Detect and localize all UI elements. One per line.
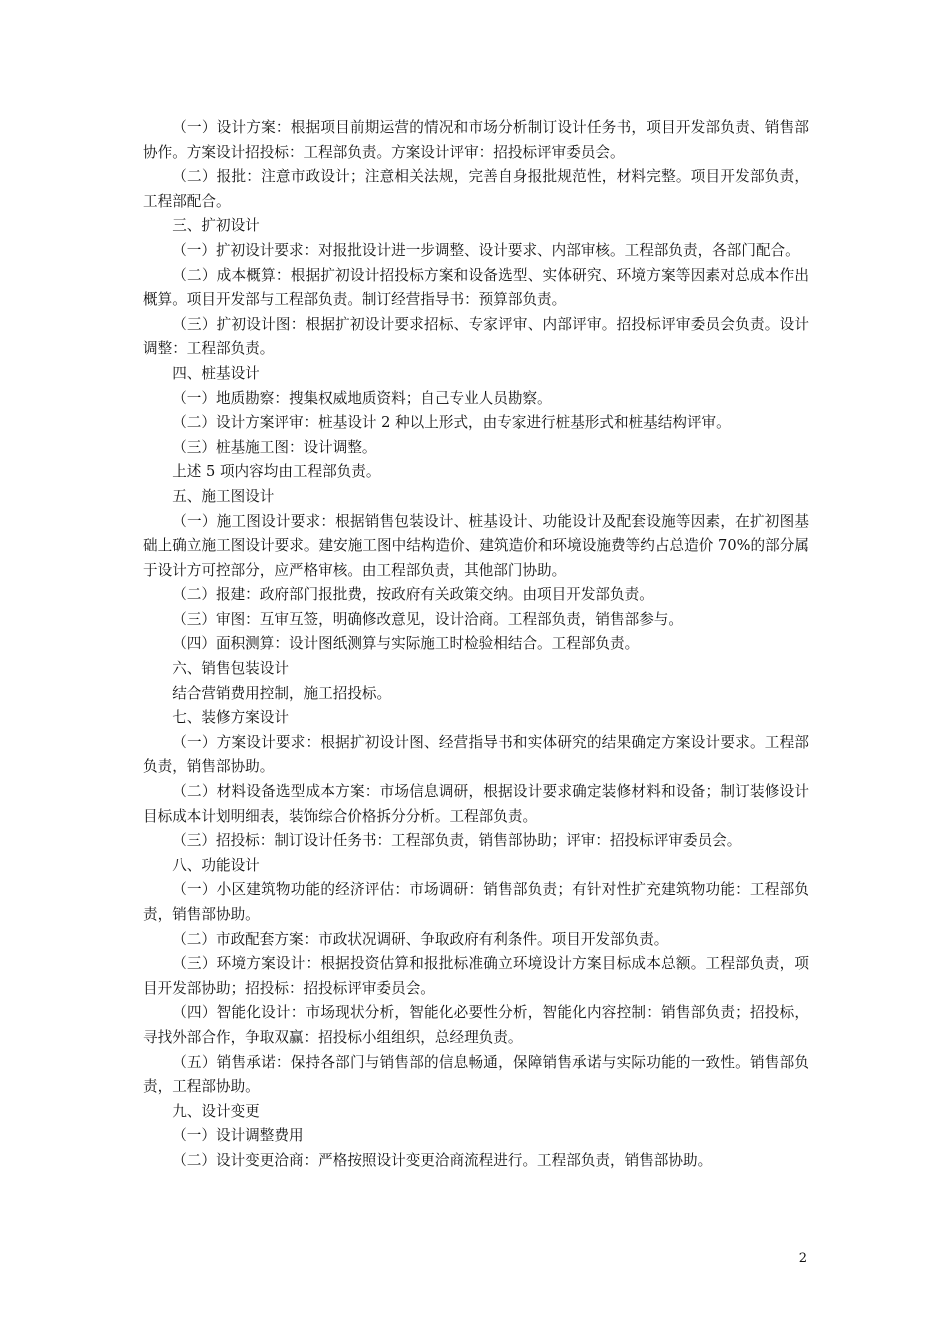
paragraph: （三）招投标：制订设计任务书：工程部负责，销售部协助；评审：招投标评审委员会。 [172, 832, 742, 850]
paragraph: （一）设计调整费用 [172, 1127, 304, 1145]
paragraph: 上述 5 项内容均由工程部负责。 [172, 463, 381, 481]
paragraph: （一）扩初设计要求：对报批设计进一步调整、设计要求、内部审核。工程部负责，各部门配合。 [172, 241, 800, 259]
paragraph: （一）地质勘察：搜集权威地质资料；自己专业人员勘察。 [172, 389, 552, 407]
paragraph: （三）审图：互审互签，明确修改意见，设计洽商。工程部负责，销售部参与。 [172, 610, 683, 628]
section-heading: 八、功能设计 [172, 856, 260, 874]
paragraph: 结合营销费用控制，施工招投标。 [172, 684, 392, 702]
paragraph: （三）桩基施工图：设计调整。 [172, 438, 377, 456]
paragraph: （五）销售承诺：保持各部门与销售部的信息畅通，保障销售承诺与实际功能的一致性。销售部负责，工程部协助。 [143, 1053, 809, 1096]
paragraph: （一）设计方案：根据项目前期运营的情况和市场分析制订设计任务书，项目开发部负责、销售部协作。方案设计招投标：工程部负责。方案设计评审：招投标评审委员会。 [143, 119, 809, 161]
paragraph: （一）方案设计要求：根据扩初设计图、经营指导书和实体研究的结果确定方案设计要求。工程部负责，销售部协助。 [143, 733, 809, 776]
section-heading: 六、销售包装设计 [172, 660, 289, 678]
section-heading: 七、装修方案设计 [172, 709, 289, 727]
paragraph: （一）施工图设计要求：根据销售包装设计、桩基设计、功能设计及配套设施等因素，在扩初图基础上确立施工图设计要求。建安施工图中结构造价、建筑造价和环境设施费等约占总造价 70%的部分属于设计方可控部分，应严格审核。由工程部负责，其他部门协助。 [143, 512, 809, 579]
document-body [143, 116, 809, 1174]
paragraph: （二）设计方案评审：桩基设计 2 种以上形式，由专家进行桩基形式和桩基结构评审。 [172, 414, 731, 432]
section-heading: 四、桩基设计 [172, 364, 260, 382]
paragraph: （二）市政配套方案：市政状况调研、争取政府有利条件。项目开发部负责。 [172, 930, 669, 948]
section-heading: 九、设计变更 [172, 1102, 260, 1120]
section-heading: 五、施工图设计 [172, 487, 275, 505]
paragraph: （三）扩初设计图：根据扩初设计要求招标、专家评审、内部评审。招投标评审委员会负责。设计调整：工程部负责。 [143, 315, 809, 358]
paragraph: （二）报建：政府部门报批费，按政府有关政策交纳。由项目开发部负责。 [172, 586, 654, 604]
paragraph: （一）小区建筑物功能的经济评估：市场调研：销售部负责；有针对性扩充建筑物功能：工程部负责，销售部协助。 [143, 881, 809, 923]
paragraph: （四）面积测算：设计图纸测算与实际施工时检验相结合。工程部负责。 [172, 635, 640, 653]
paragraph: （二）设计变更洽商：严格按照设计变更洽商流程进行。工程部负责，销售部协助。 [172, 1151, 713, 1169]
page-number: 2 [798, 1251, 807, 1266]
paragraph: （二）材料设备选型成本方案：市场信息调研，根据设计要求确定装修材料和设备；制订装修设计目标成本计划明细表，装饰综合价格拆分分析。工程部负责。 [143, 783, 809, 825]
section-heading: 三、扩初设计 [172, 217, 260, 235]
paragraph: （二）报批：注意市政设计；注意相关法规，完善自身报批规范性，材料完整。项目开发部负责，工程部配合。 [143, 168, 809, 210]
paragraph: （三）环境方案设计：根据投资估算和报批标准确立环境设计方案目标成本总额。工程部负责，项目开发部协助；招投标：招投标评审委员会。 [143, 955, 809, 997]
paragraph: （二）成本概算：根据扩初设计招投标方案和设备选型、实体研究、环境方案等因素对总成本作出概算。项目开发部与工程部负责。制订经营指导书：预算部负责。 [143, 266, 809, 309]
paragraph: （四）智能化设计：市场现状分析，智能化必要性分析，智能化内容控制：销售部负责；招投标，寻找外部合作，争取双赢：招投标小组组织，总经理负责。 [143, 1004, 809, 1046]
